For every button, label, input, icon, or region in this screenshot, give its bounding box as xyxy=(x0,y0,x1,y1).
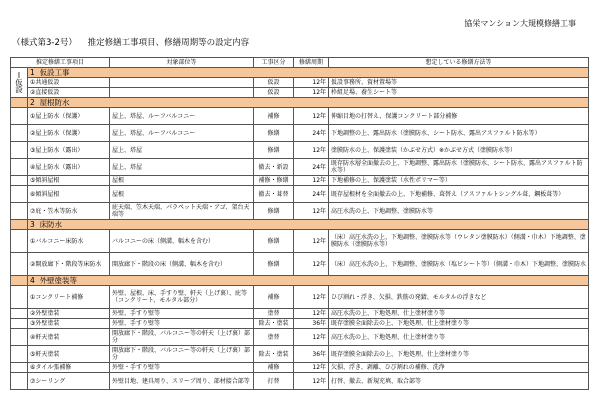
table-row xyxy=(11,346,589,363)
cell-item: ①屋上防水（保護） xyxy=(28,108,110,125)
category-label: 3 床防水 xyxy=(28,220,589,230)
cell-item: ②直接仮設 xyxy=(28,88,110,98)
cell-item: ③外壁塗装 xyxy=(28,319,110,329)
table-row xyxy=(11,108,589,125)
cell-item: ①コンクリート補修 xyxy=(28,286,110,309)
table-row xyxy=(11,142,589,159)
cell-cycle: 12年 xyxy=(294,176,329,186)
category-row xyxy=(11,68,589,78)
cell-kubun: 補修 xyxy=(254,286,294,309)
cell-kubun: 打替 xyxy=(254,373,294,390)
cell-cycle: 12年 xyxy=(294,203,329,220)
blank-cell xyxy=(11,125,28,142)
table-header-row xyxy=(11,58,589,68)
blank-cell xyxy=(11,329,28,346)
cell-item: ⑥タイル張補修 xyxy=(28,363,110,373)
blank-cell xyxy=(11,159,28,176)
cell-kubun: 撤去・葺替 xyxy=(254,186,294,203)
cell-cycle: 12年 xyxy=(294,373,329,390)
cell-target: 屋上、塔屋、ルーフバルコニー xyxy=(110,125,254,142)
cell-cycle: 12年 xyxy=(294,78,329,88)
table-row xyxy=(11,253,589,276)
cell-target: 屋根 xyxy=(110,176,254,186)
cell-item: ④軒天塗装 xyxy=(28,329,110,346)
table-row xyxy=(11,309,589,319)
cell-cycle: 24年 xyxy=(294,125,329,142)
table-row xyxy=(11,88,589,98)
table-row xyxy=(11,159,589,176)
major-label: 仮設 xyxy=(15,78,23,94)
blank-cell xyxy=(11,186,28,203)
category-label: 2 屋根防水 xyxy=(28,98,589,108)
document-title xyxy=(12,36,249,48)
title-text: 推定修繕工事項目、修繕周期等の設定内容 xyxy=(87,38,250,48)
blank-cell xyxy=(11,276,28,286)
table-row xyxy=(11,78,589,88)
cell-method: 既存塗膜全面除去の上、下地処理、仕上塗材塗り等 xyxy=(329,346,589,363)
cell-target: バルコニーの床（側溝、幅木を含む） xyxy=(110,230,254,253)
cell-target: 開放廊下・階段、バルコニー等の軒天（上げ裏）部分 xyxy=(110,329,254,346)
table-row xyxy=(11,176,589,186)
cell-cycle: 12年 xyxy=(294,329,329,346)
org-title: 協栄マンション大規模修繕工事 xyxy=(464,19,576,28)
blank-cell xyxy=(11,98,28,108)
cell-target: 外壁・手すり壁等 xyxy=(110,363,254,373)
cell-method: 既存塗膜全面除去の上、下地処理、仕上塗材塗り等 xyxy=(329,319,589,329)
cell-method: 下地調整の上、露出防水（塗膜防水、シート防水、露出アスファルト防水等） xyxy=(329,125,589,142)
cell-target: 屋上、塔屋 xyxy=(110,159,254,176)
cell-target: 屋上、塔屋 xyxy=(110,142,254,159)
cell-target: 開放廊下・階段の床（側溝、幅木を含む） xyxy=(110,253,254,276)
cell-method: 打替、撤去、新規充填、取合部等 xyxy=(329,373,589,390)
blank-cell xyxy=(11,220,28,230)
cell-target: 屋根 xyxy=(110,186,254,203)
cell-method: ひび割れ・浮き、欠損、鉄筋の発錆、モルタルの浮きなど xyxy=(329,286,589,309)
blank-cell xyxy=(11,286,28,309)
cell-cycle: 12年 xyxy=(294,309,329,319)
cell-cycle: 24年 xyxy=(294,159,329,176)
blank-cell xyxy=(11,363,28,373)
cell-cycle: 12年 xyxy=(294,230,329,253)
major-num: I xyxy=(17,71,21,80)
cell-item: ①バルコニー床防水 xyxy=(28,230,110,253)
cell-cycle: 12年 xyxy=(294,88,329,98)
cell-cycle: 12年 xyxy=(294,142,329,159)
cell-method: （床）高圧水洗の上、下地調整、塗膜防水等（ウレタン塗膜防水）（側溝・巾木）下地調整、塗膜防水（塗膜防水等） xyxy=(329,230,589,253)
table-row xyxy=(11,186,589,203)
blank-cell xyxy=(11,253,28,276)
cell-cycle: 12年 xyxy=(294,108,329,125)
cell-method: 高圧水洗の上、下地処理、仕上塗材塗り等 xyxy=(329,329,589,346)
cell-cycle: 36年 xyxy=(294,319,329,329)
table-row xyxy=(11,230,589,253)
table-row xyxy=(11,319,589,329)
blank-cell xyxy=(11,309,28,319)
cell-method: 枠組足場、養生シート等 xyxy=(329,88,589,98)
cell-item: ⑦庇・笠木等防水 xyxy=(28,203,110,220)
cell-kubun: 仮設 xyxy=(254,78,294,88)
col-header-cycle: 修繕周期 xyxy=(294,58,329,68)
cell-method: 既存防水層全面撤去の上、下地調整、露出防水（塗膜防水、シート防水、露出アスファルト防水等） xyxy=(329,159,589,176)
category-row xyxy=(11,220,589,230)
blank-cell xyxy=(11,373,28,390)
cell-method: 高圧水洗の上、下地処理、仕上塗材塗り等 xyxy=(329,309,589,319)
cell-item: ⑤軒天塗装 xyxy=(28,346,110,363)
cell-item: ①共通仮設 xyxy=(28,78,110,88)
blank-cell xyxy=(11,319,28,329)
major-section xyxy=(11,68,28,98)
col-header-target: 対象部位等 xyxy=(110,58,254,68)
cell-method: 仮設事務所、資材置場等 xyxy=(329,78,589,88)
blank-cell xyxy=(11,230,28,253)
col-header-method: 想定している修繕方法等 xyxy=(329,58,589,68)
cell-method: 塗膜防水の上、保護塗装（かぶせ方式）※かぶせ方式（塗膜防水等） xyxy=(329,142,589,159)
cell-kubun: 撤去・新設 xyxy=(254,159,294,176)
table-row xyxy=(11,373,589,390)
cell-kubun: 除去・塗装 xyxy=(254,319,294,329)
cell-item: ③屋上防水（露出） xyxy=(28,142,110,159)
table-row xyxy=(11,125,589,142)
cell-kubun: 塗替 xyxy=(254,309,294,319)
category-row xyxy=(11,98,589,108)
cell-target xyxy=(110,78,254,88)
cell-kubun: 塗替 xyxy=(254,329,294,346)
cell-item: ②外壁塗装 xyxy=(28,309,110,319)
cell-kubun: 修繕 xyxy=(254,125,294,142)
cell-method: 欠損、浮き、剥離、ひび割れの補修、洗浄 xyxy=(329,363,589,373)
cell-kubun: 補修・修繕 xyxy=(254,176,294,186)
cell-kubun: 仮設 xyxy=(254,88,294,98)
cell-kubun: 修繕 xyxy=(254,142,294,159)
cell-method: （床）高圧水洗の上、下地調整、塗膜防水（塩ビシート等）（側溝・巾木）下地調整、塗膜防水 xyxy=(329,253,589,276)
cell-cycle: 12年 xyxy=(294,363,329,373)
table-row xyxy=(11,363,589,373)
cell-method: 下地補修の上、保護塗装（水性ポリマー等） xyxy=(329,176,589,186)
cell-cycle: 12年 xyxy=(294,253,329,276)
cell-target: 外壁、屋根、床、手すり壁、軒天（上げ裏）、庇等（コンクリート、モルタル部分） xyxy=(110,286,254,309)
category-num: 1 xyxy=(30,68,35,77)
cell-kubun: 補修 xyxy=(254,108,294,125)
cell-target: 外壁目地、建具周り、スリーブ周り、部材接合部等 xyxy=(110,373,254,390)
cell-method: 高圧水洗の上、下地調整、塗膜防水等 xyxy=(329,203,589,220)
cell-target: 開放廊下・階段、バルコニー等の軒天（上げ裏）部分 xyxy=(110,346,254,363)
col-header-item: 推定修繕工事項目 xyxy=(11,58,110,68)
cell-cycle: 24年 xyxy=(294,186,329,203)
blank-cell xyxy=(11,142,28,159)
cell-target: 外壁、手すり壁等 xyxy=(110,309,254,319)
cell-kubun: 修繕 xyxy=(254,203,294,220)
col-header-kubun: 工事区分 xyxy=(254,58,294,68)
cell-kubun: 除去・塗装 xyxy=(254,346,294,363)
cell-item: ⑤傾斜屋根 xyxy=(28,176,110,186)
category-row xyxy=(11,276,589,286)
cell-cycle: 36年 xyxy=(294,346,329,363)
repair-items-table xyxy=(10,57,589,390)
cell-kubun: 修繕 xyxy=(254,253,294,276)
cell-item: ④屋上防水（露出） xyxy=(28,159,110,176)
cell-cycle: 12年 xyxy=(294,286,329,309)
cell-method: 既存屋根材を全面撤去の上、下地補修、葺替え（アスファルトシングル葺、鋼板葺等） xyxy=(329,186,589,203)
table-row xyxy=(11,329,589,346)
cell-item: ②開放廊下・階段等床防水 xyxy=(28,253,110,276)
category-label: 1 仮設工事 xyxy=(28,68,589,78)
cell-target: 外壁、手すり壁等 xyxy=(110,319,254,329)
cell-target xyxy=(110,88,254,98)
table-row xyxy=(11,203,589,220)
cell-kubun: 修繕 xyxy=(254,230,294,253)
table-row xyxy=(11,286,589,309)
blank-cell xyxy=(11,176,28,186)
category-label: 4 外壁塗装等 xyxy=(28,276,589,286)
cell-item: ⑥傾斜屋根 xyxy=(28,186,110,203)
cell-target: 庇天端、笠木天端、パラペット天端・アゴ、架台天端等 xyxy=(110,203,254,220)
cell-method: 伸縮目地の打替え、保護コンクリート部分補修 xyxy=(329,108,589,125)
cell-kubun: 補修 xyxy=(254,363,294,373)
blank-cell xyxy=(11,346,28,363)
blank-cell xyxy=(11,203,28,220)
cell-item: ②屋上防水（保護） xyxy=(28,125,110,142)
cell-target: 屋上、塔屋、ルーフバルコニー xyxy=(110,108,254,125)
blank-cell xyxy=(11,108,28,125)
cell-item: ⑦シーリング xyxy=(28,373,110,390)
form-number: （様式第3-2号） xyxy=(12,38,77,48)
